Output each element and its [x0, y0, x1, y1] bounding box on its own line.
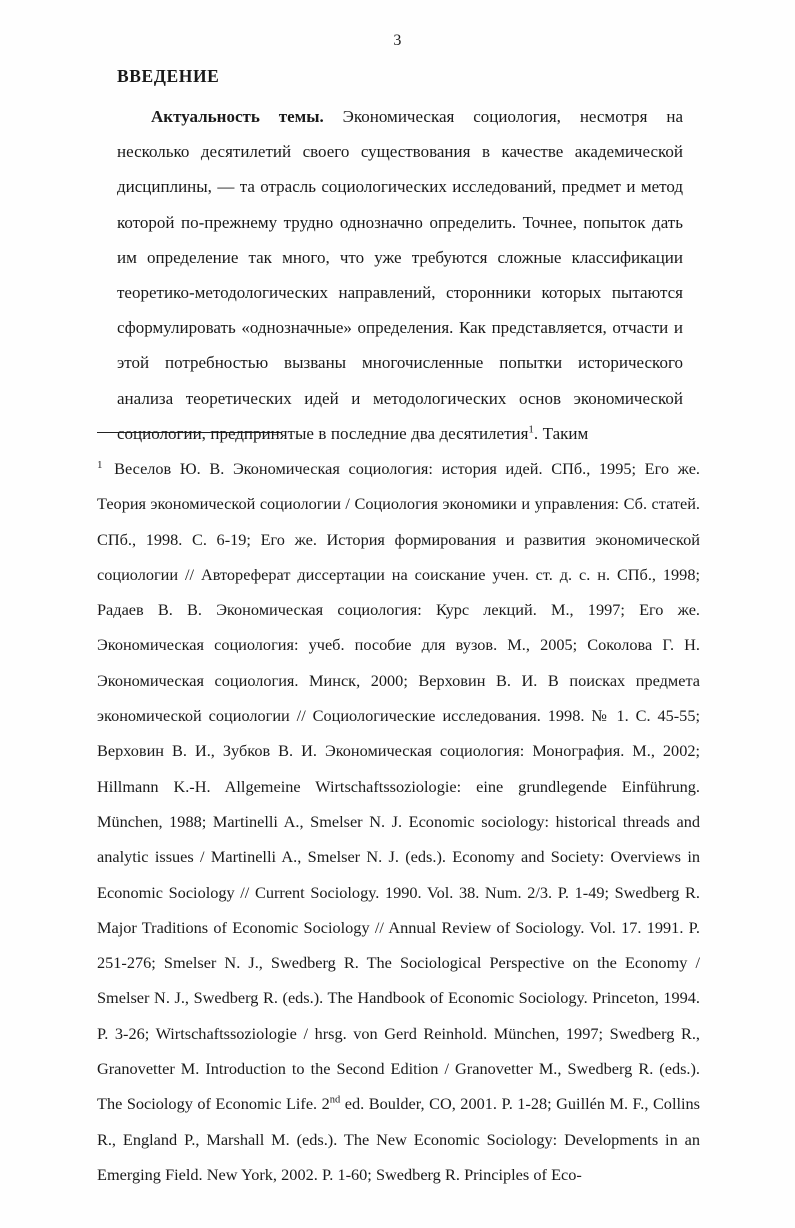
- section-heading-introduction: ВВЕДЕНИЕ: [117, 66, 220, 86]
- footnote-separator-rule: [97, 432, 281, 433]
- paragraph-body-text: Экономическая социология, несмотря на несколько десятилетий своего существования в качестве академической дисциплины, — та отрасль социологических исследований, предмет и метод которой по-прежнему трудно однозначно определить. Точнее, попыток дать им определение так много, что уже требуются сложные классификации теоретико-методологических направлений, сторонники которых пытаются сформулировать «однозначные» определения. Как представляется, отчасти и этой потребностью вызваны многочисленные попытки исторического анализа теоретических идей и методологических основ экономической социологии, предпринятые в последние два десятилетия: [117, 107, 683, 443]
- introduction-paragraph: [117, 99, 683, 451]
- page-number: 3: [393, 32, 402, 49]
- main-text-column: [117, 62, 683, 451]
- footnote-block: [97, 432, 700, 1192]
- paragraph-tail-text: . Таким: [533, 423, 589, 443]
- footnote-text-part-2: ed. Boulder, CO, 2001. P. 1-28; Guillén M. F., Collins R., England P., Marshall M. (eds.). The New Economic Sociology: Developments in an Emerging Field. New York, 2002. P. 1-60; Swedberg R. Principles of Eco-: [97, 1094, 700, 1184]
- footnote-edition-ordinal-suffix: nd: [329, 1094, 341, 1106]
- footnote-number: 1: [97, 458, 103, 471]
- footnote-entry-1: [97, 451, 700, 1192]
- paragraph-lead-in: Актуальность темы.: [151, 107, 324, 126]
- footnote-reference-marker[interactable]: 1: [528, 423, 534, 436]
- footnote-edition-number: 2: [321, 1094, 330, 1114]
- footnote-text-part-1: Веселов Ю. В. Экономическая социология: история идей. СПб., 1995; Его же. Теория экономической социологии / Социология экономики и управления: Сб. статей. СПб., 1998. С. 6-19; Его же. История формирования и развития экономической социологии // Автореферат диссертации на соискание учен. ст. д. с. н. СПб., 1998; Радаев В. В. Экономическая социология: Курс лекций. М., 1997; Его же. Экономическая социология: учеб. пособие для вузов. М., 2005; Соколова Г. Н. Экономическая социология. Минск, 2000; Верховин В. И. В поисках предмета экономической социологии // Социологические исследования. 1998. № 1. С. 45-55; Верховин В. И., Зубков В. И. Экономическая социология: Монография. М., 2002; Hillmann K.-H. Allgemeine Wirtschaftssoziologie: eine grundlegende Einführung. München, 1988; Martinelli A., Smelser N. J. Economic sociology: historical threads and analytic issues / Martinelli A., Smelser N. J. (eds.). Economy and Society: Overviews in Economic Sociology // Current Sociology. 1990. Vol. 38. Num. 2/3. P. 1-49; Swedberg R. Major Traditions of Economic Sociology // Annual Review of Sociology. Vol. 17. 1991. P. 251-276; Smelser N. J., Swedberg R. The Sociological Perspective on the Economy / Smelser N. J., Swedberg R. (eds.). The Handbook of Economic Sociology. Princeton, 1994. P. 3-26; Wirtschaftssoziologie / hrsg. von Gerd Reinhold. München, 1997; Swedberg R., Granovetter M. Introduction to the Second Edition / Granovetter M., Swedberg R. (eds.). The Sociology of Economic Life.: [97, 459, 700, 1114]
